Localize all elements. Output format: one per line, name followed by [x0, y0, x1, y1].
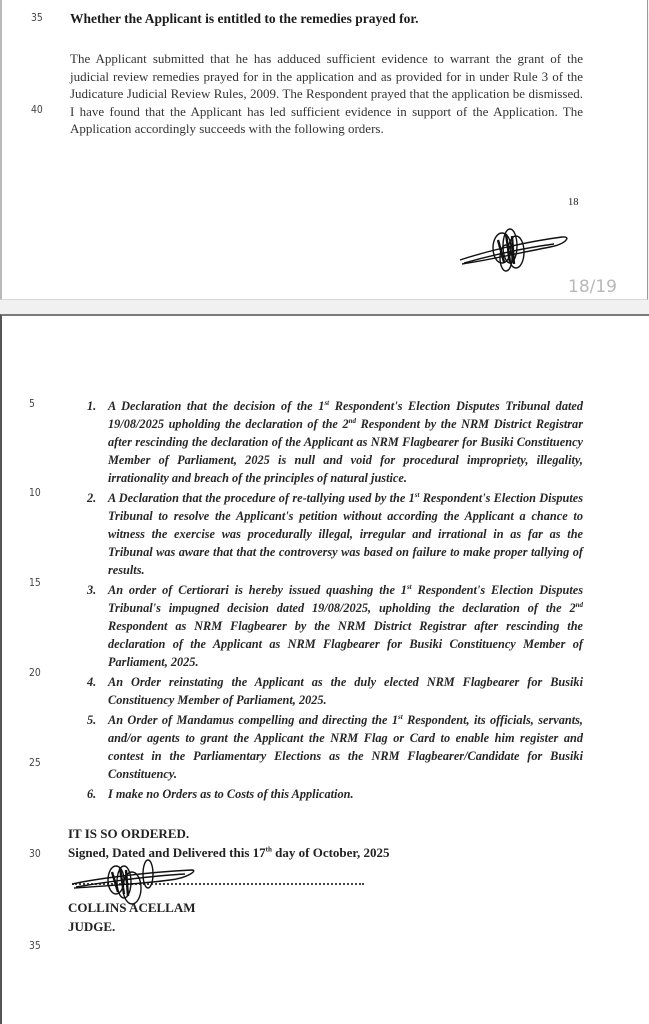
remedies-paragraph: The Applicant submitted that he has adduced sufficient evidence to warrant the grant of the judicial review remedies prayed for in the application and as provided for in under Rule 3 of the Judicature Judicial Review Rules, 2009. The Respondent prayed that the application be dismissed. I have found that the Applicant has led sufficient evidence in support of the Application. The Application accordingly succeeds with the following orders.: [70, 51, 583, 137]
order-text: An order of Certiorari is hereby issued quashing the 1: [108, 583, 407, 597]
ordinal-suffix: st: [324, 398, 330, 407]
order-text: Respondent, its officials, servants, and/or agents to grant the Applicant the NRM Flag or Card to enable him register and contest in the Parliamentary Elections as the NRM Flagbearer/Candidate for Busiki Constituency.: [108, 713, 583, 781]
line-number: 25: [29, 757, 41, 769]
order-text: Respondent's Election Disputes Tribunal dated 19/08/2025 upholding the declaration of the 2: [108, 399, 584, 431]
order-text: Respondent's Election Disputes Tribunal's impugned decision dated 19/08/2025, upholding the declaration of the 2: [108, 583, 583, 615]
order-number: 4.: [87, 675, 97, 689]
order-item: [83, 581, 583, 671]
order-number: 1.: [87, 399, 97, 413]
judge-name: COLLINS ACELLAM: [68, 900, 196, 915]
order-item: [83, 785, 583, 803]
ordinal-suffix: st: [406, 582, 412, 591]
line-number: 40: [31, 104, 43, 116]
order-text: Respondent's Election Disputes Tribunal to resolve the Applicant's petition without according the Applicant a chance to witness the exercise was procedurally illegal, irregular and irrational in as far as the Tribunal was aware that that the controversy was based on failure to make proper tallying of results.: [108, 491, 584, 577]
order-text: An Order of Mandamus compelling and directing the 1: [108, 713, 399, 727]
order-number: 6.: [87, 787, 97, 801]
order-number: 3.: [87, 583, 97, 597]
ordinal-suffix: nd: [575, 600, 583, 609]
so-ordered: IT IS SO ORDERED.: [68, 826, 190, 841]
page-number: 18: [568, 197, 579, 208]
order-text: I make no Orders as to Costs of this Application.: [108, 787, 354, 801]
order-text: A Declaration that the decision of the 1: [108, 399, 325, 413]
line-number: 5: [29, 398, 35, 410]
order-item: [83, 397, 583, 487]
order-item: [83, 673, 583, 709]
ordinal-suffix: st: [414, 490, 420, 499]
judge-title: JUDGE.: [68, 919, 116, 934]
line-number: 35: [31, 12, 43, 24]
signed-suffix: day of October, 2025: [271, 845, 390, 860]
section-heading: Whether the Applicant is entitled to the remedies prayed for.: [70, 11, 419, 26]
line-number: 35: [29, 940, 41, 952]
orders-list: [83, 397, 583, 805]
order-number: 5.: [87, 713, 97, 727]
order-number: 2.: [87, 491, 97, 505]
signed-prefix: Signed, Dated and Delivered this 17: [68, 845, 266, 860]
order-text: Respondent as NRM Flagbearer by the NRM District Registrar after rescinding the declaration of the Applicant as NRM Flagbearer for Busiki Constituency Member of Parliament, 2025.: [108, 619, 583, 669]
order-item: [83, 711, 583, 783]
line-number: 20: [29, 667, 41, 679]
line-number: 30: [29, 848, 41, 860]
page-counter: 18/19: [568, 277, 617, 297]
order-text: Respondent by the NRM District Registrar after rescinding the declaration of the Applicant as NRM Flagbearer for Busiki Constituency Member of Parliament, 2025 is null and void for procedural impropriety, illegality, irrationality and breach of the principles of natural justice.: [108, 417, 583, 485]
order-text: An Order reinstating the Applicant as the duly elected NRM Flagbearer for Busiki Constituency Member of Parliament, 2025.: [108, 675, 583, 707]
line-number: 15: [29, 577, 41, 589]
signature-icon: [454, 222, 574, 280]
ordinal-suffix: st: [398, 712, 403, 721]
signed-sup: th: [265, 845, 272, 854]
order-text: A Declaration that the procedure of re-tallying used by the 1: [108, 491, 415, 505]
line-number: 10: [29, 487, 41, 499]
order-item: [83, 489, 583, 579]
document-page-18: [0, 0, 648, 300]
ordinal-suffix: nd: [348, 416, 357, 425]
